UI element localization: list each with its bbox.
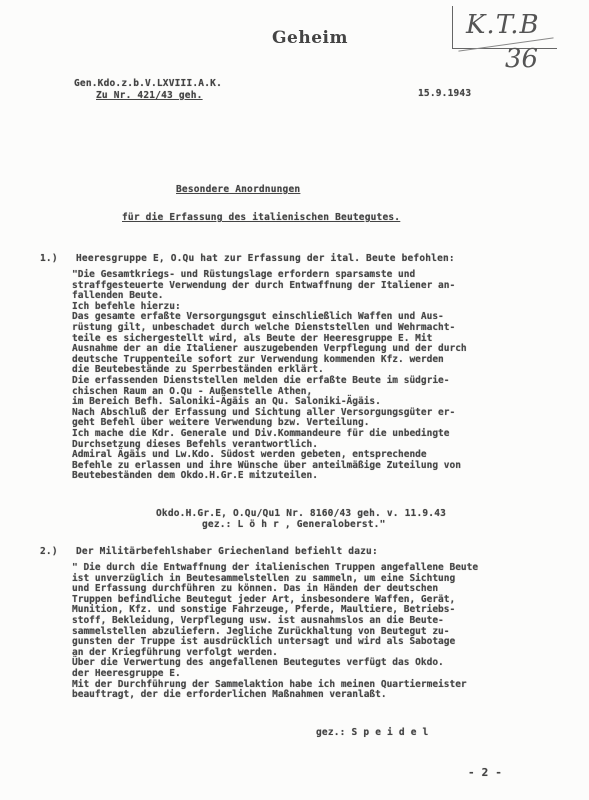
body-line: Das gesamte erfaßte Versorgungsgut einschließlich Waffen und Aus- (72, 311, 444, 323)
document-subtitle: für die Erfassung des italienischen Beutegutes. (122, 212, 401, 223)
body-line: Truppen befindliche Beutegut jeder Art, insbesondere Waffen, Gerät, (72, 593, 456, 605)
handwritten-ktb: K.T.B (466, 10, 540, 40)
body-line: Ausnahme der an die Italiener auszugebenden Verpflegung und der durch (72, 343, 467, 355)
body-line: rüstung gilt, unbeschadet durch welche Dienststellen und Wehrmacht- (72, 321, 456, 333)
body-line: Befehle zu erlassen und ihre Wünsche über anteilmäßige Zuteilung von (72, 459, 461, 471)
body-line: geht Befehl über weitere Verwendung bzw. Verteilung. (72, 417, 370, 429)
body-line: und Erfassung durchführen zu können. Das in Händen der deutschen (72, 583, 439, 595)
body-line: teile es sichergestellt wird, als Beute der Heeresgruppe E. Mit (72, 332, 433, 344)
body-line: die Beutebestände zu Sperrbeständen erklärt. (72, 364, 324, 376)
body-line: Admiral Ägäis und Lw.Kdo. Südost werden gebeten, entsprechende (72, 449, 427, 461)
body-line: straffgesteuerte Verwendung der durch Entwaffnung der Italiener an- (72, 279, 456, 291)
section-1-body (72, 270, 467, 482)
body-line: gunsten der Truppe ist ausdrücklich untersagt und wird als Sabotage (72, 636, 456, 648)
body-line: Ich mache die Kdr. Generale und Div.Kommandeure für die unbedingte (72, 427, 450, 439)
body-line: der Heeresgruppe E. (72, 667, 181, 679)
reference-line-1: Gen.Kdo.z.b.V.LXVIII.A.K. (74, 78, 222, 89)
body-line: " Die durch die Entwaffnung der italienischen Truppen angefallene Beute (72, 562, 479, 573)
body-line: im Bereich Befh. Saloniki-Ägäis an Qu. Saloniki-Ägäis. (72, 396, 381, 408)
body-line: "Die Gesamtkriegs- und Rüstungslage erfordern sparsamste und (72, 269, 416, 280)
classification-heading: Geheim (272, 28, 348, 48)
body-line: fallenden Beute. (72, 290, 164, 302)
body-line: chischen Raum an O.Qu - Außenstelle Athen, (72, 385, 313, 397)
body-line: stoff, Bekleidung, Verpflegung usw. ist ausnahmslos an die Beute- (72, 614, 444, 626)
body-line: Beutebeständen dem Okdo.H.Gr.E mitzuteilen. (72, 470, 318, 482)
section-1-number: 1.) (40, 253, 58, 264)
body-line: Die erfassenden Dienststellen melden die erfaßte Beute im südgrie- (72, 374, 450, 386)
body-line: sammelstellen abzuliefern. Jegliche Zurückhaltung von Beutegut zu- (72, 625, 450, 637)
body-line: Über die Verwertung des angefallenen Beutegutes verfügt das Okdo. (72, 657, 444, 669)
body-line: Durchsetzung dieses Befehls verantwortlich. (72, 438, 318, 450)
reference-line-2: Zu Nr. 421/43 geh. (96, 90, 203, 101)
handwritten-page-number: 36 (505, 44, 539, 74)
section-2-body (72, 563, 478, 701)
section-2-signature: gez.: S p e i d e l (316, 727, 429, 738)
section-1-signature-ref: Okdo.H.Gr.E, O.Qu/Qu1 Nr. 8160/43 geh. v. 11.9.43 (156, 508, 447, 519)
section-2-intro: Der Militärbefehlshaber Griechenland befiehlt dazu: (76, 546, 378, 557)
body-line: Munition, Kfz. und sonstige Fahrzeuge, Pferde, Maultiere, Betriebs- (72, 604, 456, 616)
body-line: deutsche Truppenteile sofort zur Verwendung kommenden Kfz. werden (72, 353, 444, 365)
document-date: 15.9.1943 (418, 88, 472, 99)
section-1-signature: gez.: L ö h r , Generaloberst." (202, 519, 386, 530)
body-line: beauftragt, der die erforderlichen Maßnahmen veranlaßt. (72, 689, 387, 701)
body-line: Mit der Durchführung der Sammelaktion habe ich meinen Quartiermeister (72, 678, 467, 690)
page-number: - 2 - (468, 766, 503, 779)
section-2-number: 2.) (40, 546, 58, 557)
body-line: Ich befehle hierzu: (72, 300, 181, 312)
document-title: Besondere Anordnungen (176, 184, 301, 195)
body-line: an der Kriegführung verfolgt werden. (72, 646, 278, 658)
body-line: ist unverzüglich in Beutesammelstellen zu sammeln, um eine Sichtung (72, 572, 456, 584)
body-line: Nach Abschluß der Erfassung und Sichtung aller Versorgungsgüter er- (72, 406, 456, 418)
section-1-intro: Heeresgruppe E, O.Qu hat zur Erfassung der ital. Beute befohlen: (76, 253, 455, 264)
